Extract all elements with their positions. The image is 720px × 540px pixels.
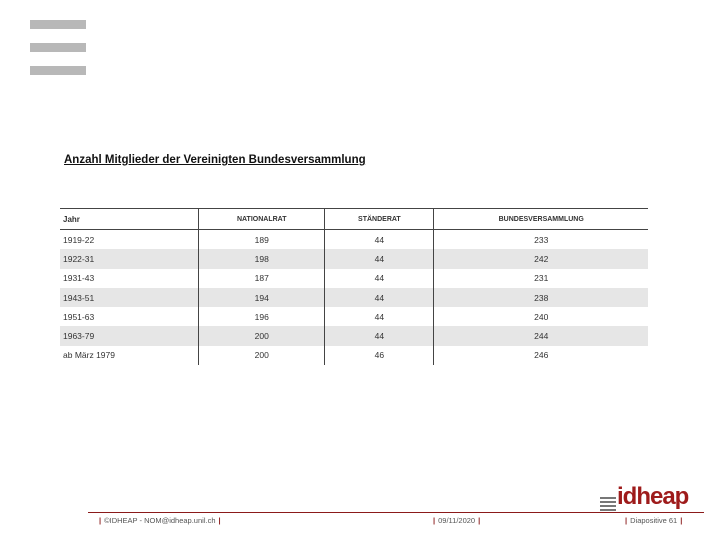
logo-stripes-icon: [600, 497, 616, 513]
cell-nationalrat: 198: [199, 249, 325, 268]
cell-nationalrat: 187: [199, 269, 325, 288]
logo-wordmark: idheap: [617, 483, 689, 510]
column-header-nationalrat: NATIONALRAT: [199, 209, 325, 230]
cell-bundesversammlung: 238: [434, 288, 648, 307]
footer-slide-number: | Diapositive 61 |: [625, 516, 683, 525]
cell-nationalrat: 200: [199, 346, 325, 365]
table-row: [60, 269, 648, 288]
cell-year: 1919-22: [60, 230, 199, 250]
cell-nationalrat: 194: [199, 288, 325, 307]
footer-author-text: ©IDHEAP - NOM@idheap.unil.ch: [104, 516, 216, 525]
cell-nationalrat: 189: [199, 230, 325, 250]
cell-staenderat: 44: [325, 288, 434, 307]
table-row: [60, 326, 648, 345]
cell-bundesversammlung: 233: [534, 234, 549, 245]
cell-bundesversammlung: 246: [534, 350, 549, 361]
table-title: Anzahl Mitglieder der Vereinigten Bundesversammlung: [64, 154, 366, 166]
cell-staenderat: 44: [325, 307, 434, 326]
cell-year: 1963-79: [60, 326, 199, 345]
cell-year: 1951-63: [60, 307, 199, 326]
footer-author: | ©IDHEAP - NOM@idheap.unil.ch |: [99, 516, 221, 525]
cell-year: 1922-31: [60, 249, 199, 268]
cell-year: ab März 1979: [60, 346, 199, 365]
cell-nationalrat: 196: [199, 307, 325, 326]
cell-bundesversammlung: 231: [534, 273, 549, 284]
members-table: [60, 208, 648, 365]
menu-icon[interactable]: [30, 20, 86, 89]
cell-staenderat: 44: [325, 326, 434, 345]
cell-bundesversammlung: 244: [434, 326, 648, 345]
table-row: [60, 346, 648, 365]
footer-divider: [88, 512, 704, 513]
footer-date: | 09/11/2020 |: [433, 516, 481, 525]
table-row: [60, 288, 648, 307]
cell-staenderat: 44: [325, 269, 434, 288]
cell-staenderat: 44: [325, 249, 434, 268]
cell-bundesversammlung: 242: [434, 249, 648, 268]
cell-year: 1943-51: [60, 288, 199, 307]
column-header-bundesversammlung: BUNDESVERSAMMLUNG: [434, 209, 648, 230]
table-row: [60, 249, 648, 268]
cell-staenderat: 46: [325, 346, 434, 365]
table-row: [60, 307, 648, 326]
table-header-row: [60, 209, 648, 230]
footer-slide-text: Diapositive 61: [630, 516, 678, 525]
cell-nationalrat: 200: [199, 326, 325, 345]
cell-bundesversammlung: 240: [534, 311, 549, 322]
table-row: [60, 230, 648, 250]
cell-year: 1931-43: [60, 269, 199, 288]
cell-staenderat: 44: [325, 230, 434, 250]
column-header-staenderat: STÄNDERAT: [325, 209, 434, 230]
column-header-year: Jahr: [60, 209, 199, 230]
footer-date-text: 09/11/2020: [438, 516, 476, 525]
